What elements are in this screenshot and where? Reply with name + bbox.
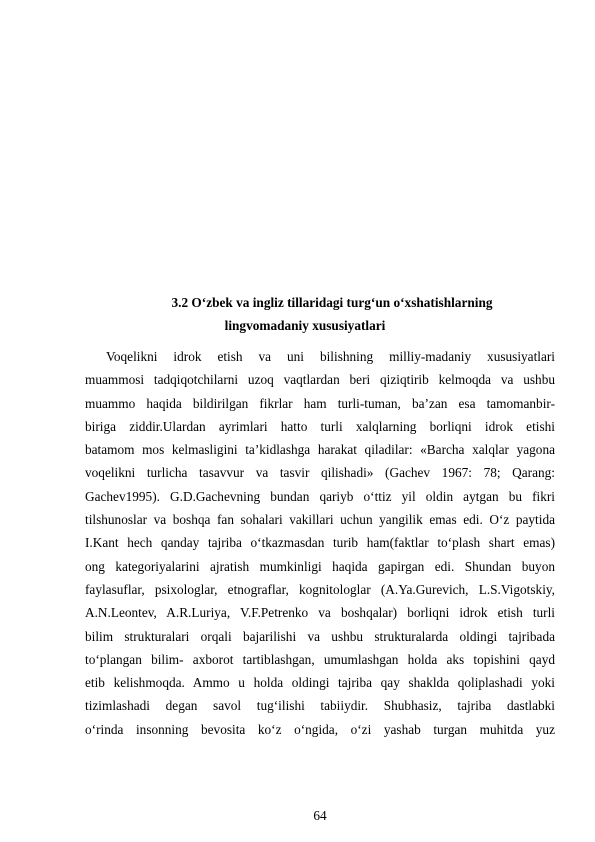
text-line: I.Kant hech qanday tajriba o‘tkazmasdan turib ham(faktlar to‘plash shart emas) <box>85 535 555 551</box>
text-line: to‘plangan bilim- axborot tartiblashgan, umumlashgan holda aks topishini qayd <box>85 651 555 667</box>
text-line: Voqelikni idrok etish va uni bilishning milliy-madaniy xususiyatlari <box>106 349 555 364</box>
text-line: batamom mos kelmasligini ta’kidlashga harakat qiladilar: «Barcha xalqlar yagona <box>85 442 555 458</box>
text-line: bilim strukturalari orqali bajarilishi va ushbu strukturalarda oldingi tajribada <box>85 628 555 644</box>
page-number: 64 <box>313 808 327 823</box>
text-line: voqelikni turlicha tasavvur va tasvir qilishadi» (Gachev 1967: 78; Qarang: <box>85 465 555 481</box>
text-line: etib kelishmoqda. Ammo u holda oldingi tajriba qay shaklda qoliplashadi yoki <box>85 675 555 691</box>
text-line: ong kategoriyalarini ajratish mumkinligi haqida gapirgan edi. Shundan buyon <box>85 558 555 574</box>
section-heading-line-1: 3.2 O‘zbek va ingliz tillaridagi turg‘un o‘xshatishlarning <box>171 295 493 310</box>
text-line: biriga ziddir.Ulardan ayrimlari hatto turli xalqlarning borliqni idrok etishi <box>85 418 555 434</box>
text-line: muammo haqida bildirilgan fikrlar ham turli-tuman, ba’zan esa tamomanbir- <box>85 395 555 411</box>
section-heading-line-2: lingvomadaniy xususiyatlari <box>224 318 386 333</box>
body-paragraph <box>85 345 555 741</box>
text-line: Gachev1995). G.D.Gachevning bundan qariyb o‘ttiz yil oldin aytgan bu fikri <box>85 488 555 504</box>
text-line: tilshunoslar va boshqa fan sohalari vakillari uchun yangilik emas edi. O‘z paytida <box>85 512 555 528</box>
text-line: A.N.Leontev, A.R.Luriya, V.F.Petrenko va boshqalar) borliqni idrok etish turli <box>85 605 555 621</box>
text-line: faylasuflar, psixologlar, etnograflar, kognitologlar (A.Ya.Gurevich, L.S.Vigotskiy, <box>85 581 555 597</box>
text-line: muammosi tadqiqotchilarni uzoq vaqtlardan beri qiziqtirib kelmoqda va ushbu <box>85 372 555 388</box>
text-line: o‘rinda insonning bevosita ko‘z o‘ngida, o‘zi yashab turgan muhitda yuz <box>85 721 555 737</box>
text-line: tizimlashadi degan savol tug‘ilishi tabiiydir. Shubhasiz, tajriba dastlabki <box>85 698 555 714</box>
